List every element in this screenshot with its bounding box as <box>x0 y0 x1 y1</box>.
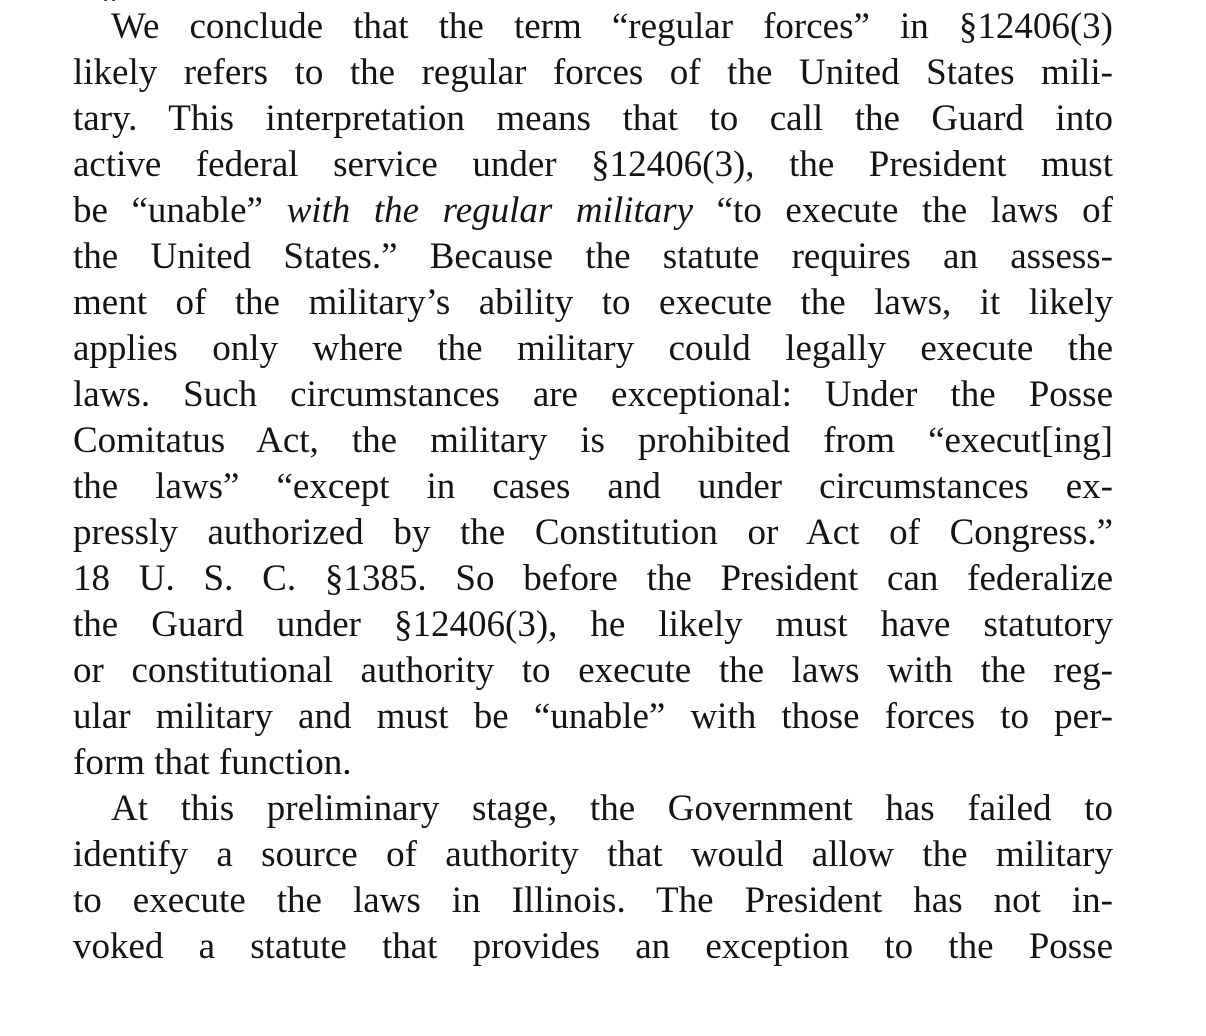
text-line: We conclude that the term “regular forces” in §12406(3) <box>111 6 1113 47</box>
body-text <box>73 4 1113 970</box>
text-line: 18 U. S. C. §1385. So before the President can federalize <box>73 558 1113 599</box>
text-line: applies only where the military could legally execute the <box>73 328 1113 369</box>
text-line: the laws” “except in cases and under circumstances ex- <box>73 466 1113 507</box>
text-line: the United States.” Because the statute requires an assess- <box>73 236 1113 277</box>
text-line: voked a statute that provides an exception to the Posse <box>73 926 1113 967</box>
text-line: form that function. <box>73 742 352 783</box>
text-segment: “to execute the laws of <box>693 190 1113 231</box>
text-line: likely refers to the regular forces of the United States mili- <box>73 52 1113 93</box>
text-line: to execute the laws in Illinois. The President has not in- <box>73 880 1113 921</box>
paragraph-1 <box>73 4 1113 786</box>
text-line: Comitatus Act, the military is prohibited from “execut[ing] <box>73 420 1113 461</box>
text-line: or constitutional authority to execute the laws with the reg- <box>73 650 1113 691</box>
paragraph-2 <box>73 786 1113 970</box>
text-line: pressly authorized by the Constitution or Act of Congress.” <box>73 512 1113 553</box>
text-line: At this preliminary stage, the Government has failed to <box>111 788 1113 829</box>
text-line: the Guard under §12406(3), he likely must have statutory <box>73 604 1113 645</box>
text-line: ular military and must be “unable” with those forces to per- <box>73 696 1113 737</box>
text-line: laws. Such circumstances are exceptional: Under the Posse <box>73 374 1113 415</box>
text-line: active federal service under §12406(3), the President must <box>73 144 1113 185</box>
text-segment: be “unable” <box>73 190 287 231</box>
text-line: ment of the military’s ability to execute the laws, it likely <box>73 282 1113 323</box>
cropped-glyph-fragment <box>100 0 120 2</box>
text-line-with-italics <box>73 188 1113 234</box>
text-line: tary. This interpretation means that to call the Guard into <box>73 98 1113 139</box>
text-line: identify a source of authority that would allow the military <box>73 834 1113 875</box>
italic-emphasis: with the regular military <box>286 190 694 231</box>
